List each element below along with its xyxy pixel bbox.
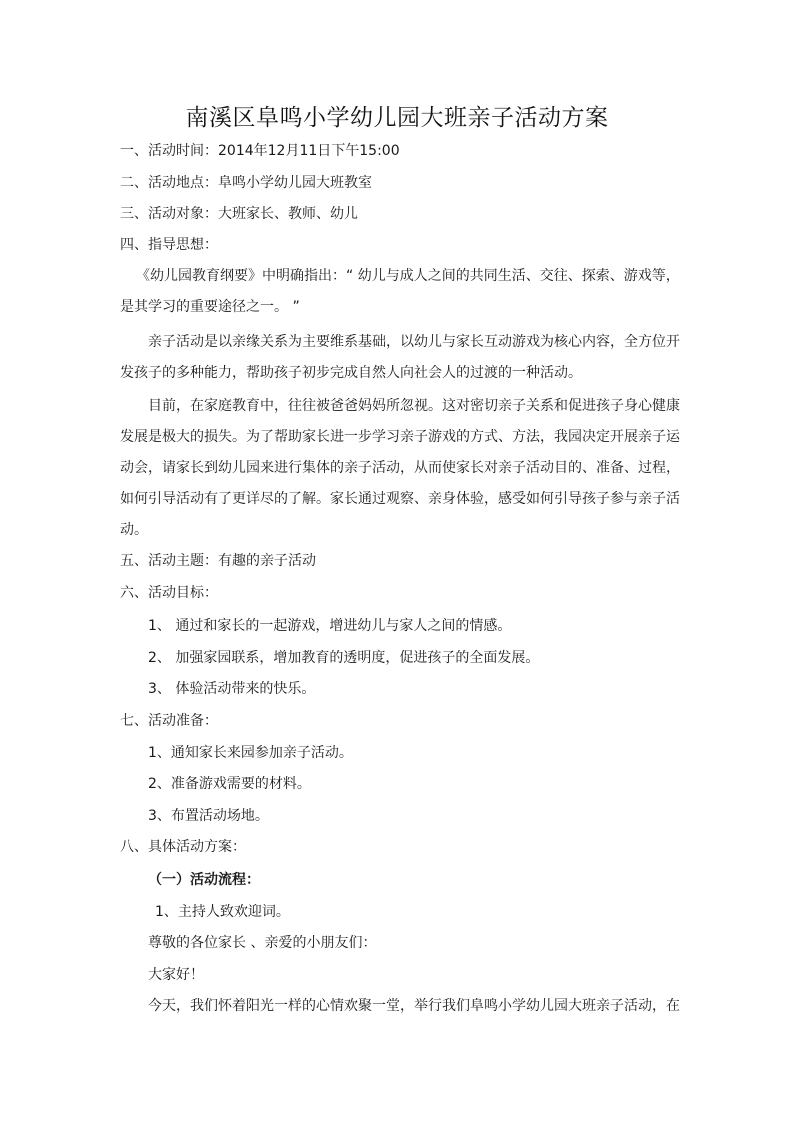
flow-step: 1、主持人致欢迎词。 — [155, 904, 290, 920]
paragraph-line: 动会，请家长到幼儿园来进行集体的亲子活动，从而使家长对亲子活动目的、准备、过程， — [120, 460, 680, 476]
paragraph-line: 发孩子的多种能力，帮助孩子初步完成自然人向社会人的过渡的一种活动。 — [120, 365, 582, 381]
activity-flow-heading: （一）活动流程： — [148, 872, 260, 888]
preparation-item: 1、通知家长来园参加亲子活动。 — [148, 745, 353, 761]
activity-goals-heading: 六、活动目标： — [120, 585, 218, 601]
goal-item: 1、 通过和家长的一起游戏，增进幼儿与家人之间的情感。 — [148, 618, 512, 634]
greeting-line: 大家好！ — [148, 967, 204, 983]
paragraph-line: 是其学习的重要途径之一。 ” — [120, 299, 300, 315]
activity-plan-heading: 八、具体活动方案： — [120, 839, 246, 855]
greeting-line: 尊敬的各位家长 、亲爱的小朋友们： — [148, 935, 377, 951]
goal-item: 2、 加强家园联系，增加教育的透明度，促进孩子的全面发展。 — [148, 650, 540, 666]
activity-theme: 五、活动主题：有趣的亲子活动 — [120, 553, 316, 569]
goal-item: 3、 体验活动带来的快乐。 — [148, 681, 316, 697]
guiding-idea-heading: 四、指导思想： — [120, 237, 218, 253]
paragraph-line: 目前，在家庭教育中，往往被爸爸妈妈所忽视。这对密切亲子关系和促进孩子身心健康 — [148, 398, 680, 414]
paragraph-line: 如何引导活动有了更详尽的了解。家长通过观察、亲身体验，感受如何引导孩子参与亲子活 — [120, 491, 680, 507]
preparation-item: 2、准备游戏需要的材料。 — [148, 776, 311, 792]
activity-location: 二、活动地点：阜鸣小学幼儿园大班教室 — [120, 175, 372, 191]
activity-preparation-heading: 七、活动准备： — [120, 713, 218, 729]
activity-audience: 三、活动对象：大班家长、教师、幼儿 — [120, 206, 358, 222]
paragraph-line: 今天，我们怀着阳光一样的心情欢聚一堂，举行我们阜鸣小学幼儿园大班亲子活动，在 — [148, 998, 680, 1014]
paragraph-line: 亲子活动是以亲缘关系为主要维系基础，以幼儿与家长互动游戏为核心内容，全方位开 — [148, 334, 680, 350]
activity-time: 一、活动时间：2014年12月11日下午15:00 — [120, 143, 400, 159]
paragraph-line: 动。 — [120, 522, 148, 538]
preparation-item: 3、布置活动场地。 — [148, 808, 269, 824]
paragraph-line: 《幼儿园教育纲要》中明确指出：“ 幼儿与成人之间的共同生活、交往、探索、游戏等， — [136, 268, 680, 284]
paragraph-line: 发展是极大的损失。为了帮助家长进一步学习亲子游戏的方式、方法，我园决定开展亲子运 — [120, 429, 680, 445]
document-title: 南溪区阜鸣小学幼儿园大班亲子活动方案 — [185, 105, 609, 131]
